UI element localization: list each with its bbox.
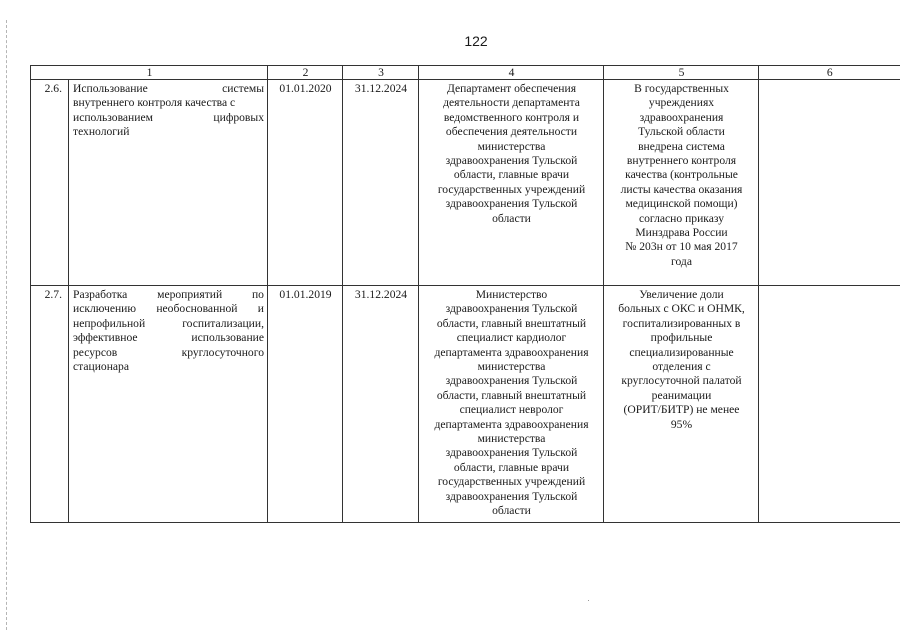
word: и [257,302,264,316]
text-line: профильные [650,331,713,345]
text-line: больных с ОКС и ОНМК, [618,302,745,316]
expected-result [604,80,759,286]
text-line: обеспечения деятельности [445,125,578,139]
text-line: деятельности департамента [443,96,580,110]
text-line: круглосуточной палатой [621,374,742,388]
text-line: здравоохранения Тульской [445,197,578,211]
text-line: здравоохранения Тульской [445,489,578,503]
text-line: В государственных [634,82,729,95]
text-line: медицинской помощи) [625,197,738,211]
text-line [73,331,264,345]
text-line: учреждениях [648,96,715,110]
activity-name [69,286,268,523]
text-line: отделения с [652,360,711,374]
activity-name [69,80,268,286]
column-header: 5 [604,66,759,80]
word: эффективное [73,331,138,345]
expected-result [604,286,759,523]
text-line: здравоохранения Тульской [445,374,578,388]
text-line: Министерство [475,288,548,301]
text-line: ведомственного контроля и [443,110,580,124]
text-line: здравоохранения Тульской [445,302,578,316]
text-line: области [492,504,531,518]
text-line: реанимации [651,388,712,402]
text-line: специализированные [629,345,734,359]
end-date: 31.12.2024 [343,286,419,523]
table-header-row [31,66,900,80]
text-line: области [492,211,531,225]
word: системы [222,82,264,95]
text-line: области, главные врачи [453,460,570,474]
text-line: специалист кардиолог [456,331,567,345]
word: исключению [73,302,137,316]
plan-table [30,65,900,523]
scan-speck [588,600,589,601]
column-header: 4 [419,66,604,80]
column-header: 6 [759,66,900,80]
text-line: (ОРИТ/БИТР) не менее [623,403,740,417]
text-line: государственных учреждений [437,475,586,489]
scan-edge-line [6,20,7,630]
word: непрофильной [73,316,146,330]
text-line: № 203н от 10 мая 2017 [625,240,738,254]
word: использованием [73,110,153,124]
row-number: 2.7. [31,286,69,523]
text-line [73,82,264,96]
text-line [73,302,264,316]
word: Разработка [73,288,128,301]
word: использование [191,331,264,345]
responsible-executor [419,80,604,286]
row-number: 2.6. [31,80,69,286]
text-line: Тульской области [638,125,725,139]
column-header: 2 [268,66,343,80]
text-line: стационара [73,360,129,374]
text-line: внутреннего контроля качества с [73,96,236,110]
text-line: здравоохранения Тульской [445,154,578,168]
text-line [73,317,264,331]
word: по [251,288,264,301]
word: круглосуточного [181,345,264,359]
text-line: листы качества оказания [620,182,743,196]
end-date: 31.12.2024 [343,80,419,286]
text-line: области, главный внештатный [436,388,587,402]
text-line: министерства [477,432,546,446]
page-number: 122 [464,33,488,49]
text-line: здравоохранения [639,110,724,124]
note-cell [759,286,900,523]
word: необоснованной [156,302,238,316]
text-line: внедрена система [638,139,725,153]
responsible-executor [419,286,604,523]
text-line: области, главные врачи [453,168,570,182]
note-cell [759,80,900,286]
text-line [73,111,264,125]
text-line: министерства [477,360,546,374]
start-date: 01.01.2020 [268,80,343,286]
word: ресурсов [73,345,118,359]
text-line: госпитализированных в [622,316,741,330]
text-line: здравоохранения Тульской [445,446,578,460]
text-line [73,288,264,302]
text-line: согласно приказу [638,211,725,225]
text-line: года [671,254,692,268]
column-header: 1 [31,66,268,80]
text-line: Департамент обеспечения [446,82,577,95]
word: цифровых [213,110,264,124]
word: мероприятий [157,288,223,301]
text-line: внутреннего контроля [626,154,737,168]
text-line: департамента здравоохранения [434,345,589,359]
text-line: Минздрава России [635,226,728,240]
table-row [31,80,900,286]
text-line: области, главный внештатный [436,316,587,330]
word: Использование [73,82,148,95]
text-line: департамента здравоохранения [434,417,589,431]
column-header: 3 [343,66,419,80]
text-line: специалист невролог [459,403,564,417]
word: госпитализации, [182,316,264,330]
start-date: 01.01.2019 [268,286,343,523]
table-row [31,286,900,523]
text-line: государственных учреждений [437,182,586,196]
text-line: Увеличение доли [639,288,724,301]
text-line: министерства [477,139,546,153]
text-line: технологий [73,125,130,139]
text-line: качества (контрольные [625,168,738,182]
text-line: 95% [670,417,693,431]
text-line [73,346,264,360]
